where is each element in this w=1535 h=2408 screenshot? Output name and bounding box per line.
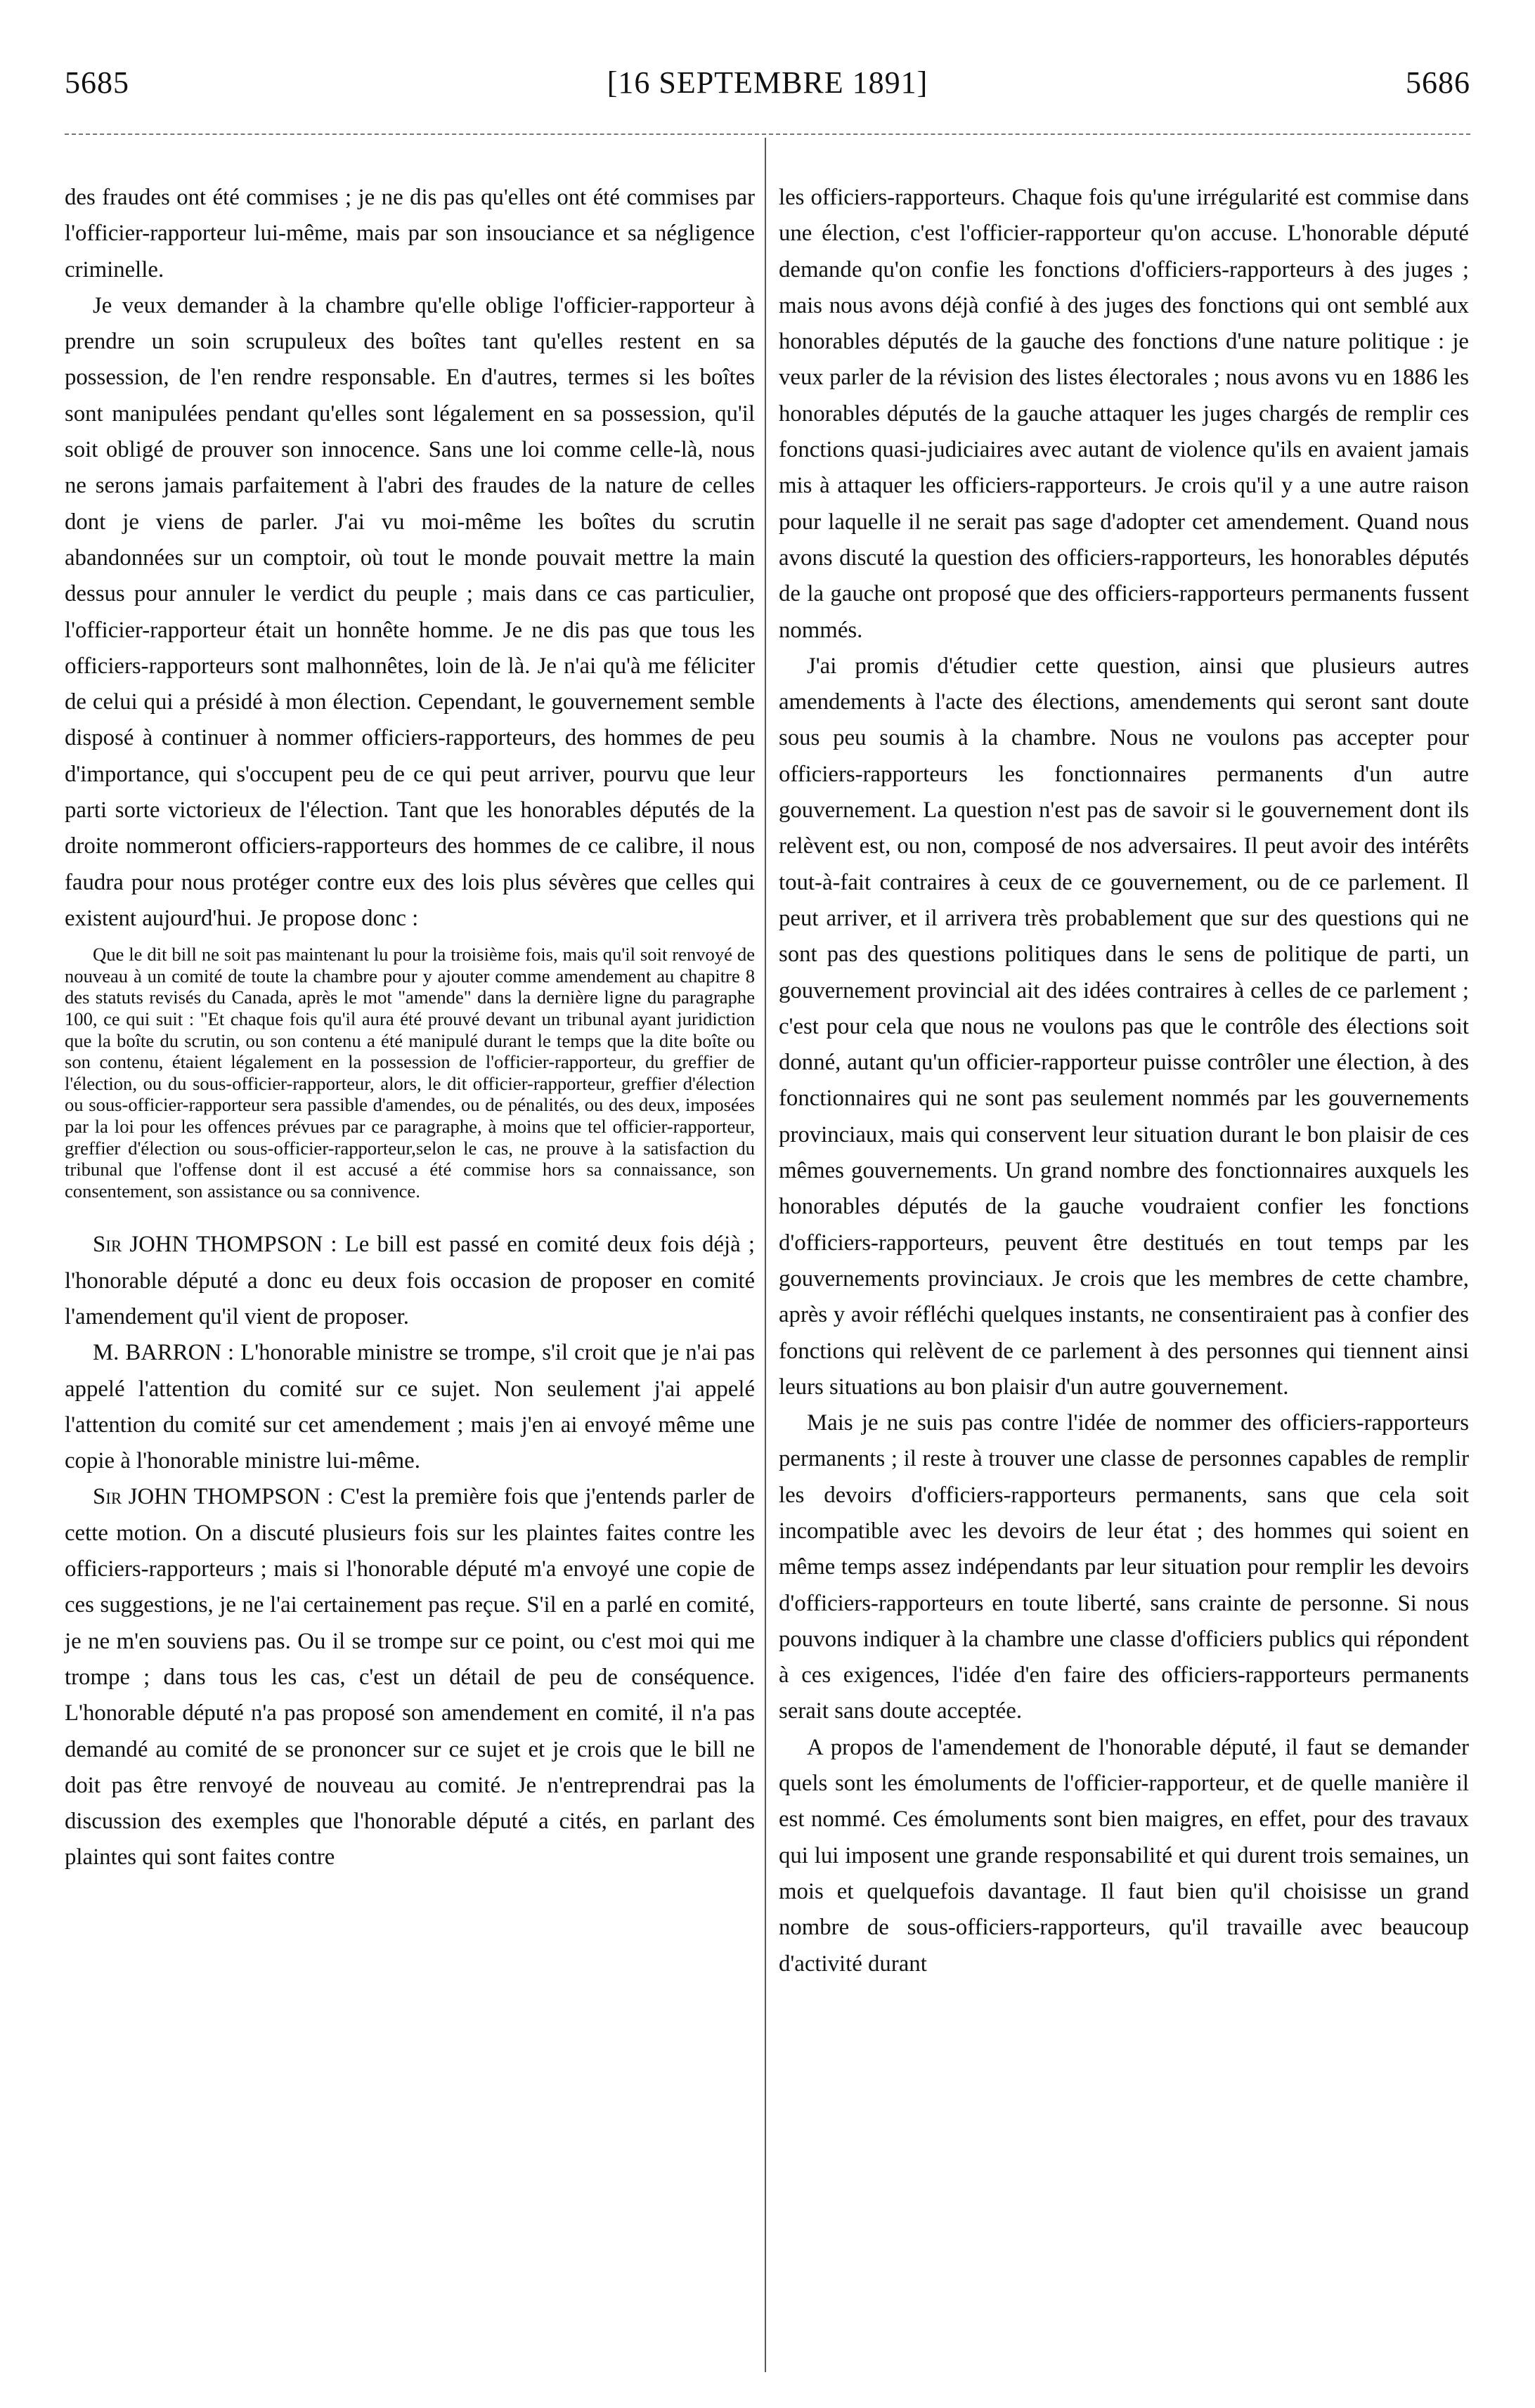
header-date: [16 SEPTEMBRE 1891] [607,65,928,100]
left-column [65,180,755,1876]
page-header [65,65,1470,107]
header-rule [65,134,1470,135]
speaker-name: M. BARRON : [93,1340,235,1366]
speech-paragraph [65,1227,755,1335]
speaker-name: Sir JOHN THOMPSON : [93,1484,334,1510]
page-number-right: 5686 [1406,65,1470,100]
paragraph: Mais je ne suis pas contre l'idée de nommer des officiers-rapporteurs permanents ; il reste à trouver une classe de personnes capables de remplir les devoirs d'officiers-rapporteurs permanents, sans que cela soit incompatible avec les devoirs de leur état ; des hommes qui soient en même temps assez indépendants par leur situation pour remplir les devoirs d'officiers-rapporteurs en toute liberté, sans crainte de personne. Si nous pouvons indiquer à la chambre une classe d'officiers publics qui répondent à ces exigences, l'idée d'en faire des officiers-rapporteurs permanents serait sans doute acceptée. [779,1410,1469,1724]
paragraph: Je veux demander à la chambre qu'elle oblige l'officier-rapporteur à prendre un soin scrupuleux des boîtes tant qu'elles restent en sa possession, de l'en rendre responsable. En d'autres, termes si les boîtes sont manipulées pendant qu'elles sont légalement en sa possession, qu'il soit obligé de prouver son innocence. Sans une loi comme celle-là, nous ne serons jamais parfaitement à l'abri des fraudes de la nature de celles dont je viens de parler. J'ai vu moi-même les boîtes du scrutin abandonnées sur un comptoir, où tout le monde pouvait mettre la main dessus pour annuler le verdict du peuple ; mais dans ce cas particulier, l'officier-rapporteur était un honnête homme. Je ne dis pas que tous les officiers-rapporteurs sont malhonnêtes, loin de là. Je n'ai qu'à me féliciter de celui qui a présidé à mon élection. Cependant, le gouvernement semble disposé à continuer à nommer officiers-rapporteurs, des hommes de peu d'importance, qui s'occupent peu de ce qui peut arriver, pourvu que leur parti sorte victorieux de l'élection. Tant que les honorables députés de la droite nommeront officiers-rapporteurs des hommes de ce calibre, il nous faudra pour nous protéger contre eux des lois plus sévères que celles qui existent aujourd'hui. Je propose donc : [65,292,755,931]
speech-text: C'est la première fois que j'entends parler de cette motion. On a discuté plusieurs fois sur les plaintes faites contre les officiers-rapporteurs ; mais si l'honorable député m'a envoyé une copie de ces suggestions, je ne l'ai certainement pas reçue. S'il en a parlé en comité, je ne m'en souviens pas. Ou il se trompe sur ce point, ou c'est moi qui me trompe ; dans tous les cas, c'est un détail de peu de conséquence. L'honorable député n'a pas proposé son amendement en comité, il n'a pas demandé au comité de se prononcer sur ce sujet et je crois que le bill ne doit pas être renvoyé de nouveau au comité. Je n'entreprendrai pas la discussion des exemples que l'honorable député a cités, en parlant des plaintes qui sont faites contre [65,1484,755,1870]
speech-text: Le bill est passé en comité deux fois déjà ; l'honorable député a donc eu deux fois occasion de proposer en comité l'amendement qu'il vient de proposer. [65,1232,755,1329]
paragraph: A propos de l'amendement de l'honorable député, il faut se demander quels sont les émoluments de l'officier-rapporteur, et de quelle manière il est nommé. Ces émoluments sont bien maigres, en effet, pour des travaux qui lui imposent une grande responsabilité et qui durent trois semaines, un mois et quelquefois davantage. Il faut bien qu'il choisisse un grand nombre de sous-officiers-rapporteurs, qu'il travaille avec beaucoup d'activité durant [779,1734,1469,1977]
right-column [779,180,1469,1982]
motion-text: Que le dit bill ne soit pas maintenant lu pour la troisième fois, mais qu'il soit renvoyé de nouveau à un comité de toute la chambre pour y ajouter comme amendement au chapitre 8 des statuts revisés du Canada, après le mot "amende" dans la dernière ligne du paragraphe 100, ce qui suit : "Et chaque fois qu'il aura été prouvé devant un tribunal ayant juridiction que la boîte du scrutin, ou son contenu a été manipulé durant le temps que la dite boîte ou son contenu, étaient légalement en la possession de l'officier-rapporteur, du greffier de l'élection, ou du sous-officier-rapporteur, alors, le dit officier-rapporteur, greffier d'élection ou sous-officier-rapporteur sera passible d'amendes, ou de pénalités, ou des deux, imposées par la loi pour les offences prévues par ce paragraphe, à moins que tel officier-rapporteur, greffier d'élection ou sous-officier-rapporteur,selon le cas, ne prouve à la satisfaction du tribunal que l'offense dont il est accusé a été commise hors sa connaissance, son consentement, son assistance ou sa connivence. [65,944,755,1202]
paragraph: les officiers-rapporteurs. Chaque fois qu'une irrégularité est commise dans une élection, c'est l'officier-rapporteur qu'on accuse. L'honorable député demande qu'on confie les fonctions d'officiers-rapporteurs à des juges ; mais nous avons déjà confié à des juges des fonctions qui ont semblé aux honorables députés de la gauche des fonctions d'une nature politique : je veux parler de la révision des listes électorales ; nous avons vu en 1886 les honorables députés de la gauche attaquer les juges chargés de remplir ces fonctions quasi-judiciaires avec autant de violence qu'ils en avaient jamais mis à attaquer les officiers-rapporteurs. Je crois qu'il y a une autre raison pour laquelle il ne serait pas sage d'adopter cet amendement. Quand nous avons discuté la question des officiers-rapporteurs, les honorables députés de la gauche ont proposé que des officiers-rapporteurs permanents fussent nommés. [779,185,1469,643]
speech-text: L'honorable ministre se trompe, s'il croit que je n'ai pas appelé l'attention du comité sur ce sujet. Non seulement j'ai appelé l'attention du comité sur cet amendement ; mais j'en ai envoyé même une copie à l'honorable ministre lui-même. [65,1340,755,1474]
paragraph: des fraudes ont été commises ; je ne dis pas qu'elles ont été commises par l'officier-rapporteur lui-même, mais par son insouciance et sa négligence criminelle. [65,185,755,282]
page-number-left: 5685 [65,65,129,100]
paragraph: J'ai promis d'étudier cette question, ainsi que plusieurs autres amendements à l'acte des élections, amendements qui seront sant doute sous peu soumis à la chambre. Nous ne voulons pas accepter pour officiers-rapporteurs les fonctionnaires permanents d'un autre gouvernement. La question n'est pas de savoir si le gouvernement dont ils relèvent est, ou non, composé de nos adversaires. Il peut avoir des intérêts tout-à-fait contraires à ceux de ce gouvernement, ou de ce parlement. Il peut arriver, et il arrivera très probablement que sur des questions qui ne sont pas des questions politiques dans le sens de politique de parti, un gouvernement provincial ait des idées contraires à celles de ce parlement ; c'est pour cela que nous ne voulons pas que le contrôle des élections soit donné, autant qu'un officier-rapporteur puisse contrôler une élection, à des fonctionnaires qui ne sont pas seulement nommés par les gouvernements provinciaux, mais qui conservent leur situation durant le bon plaisir de ces mêmes gouvernements. Un grand nombre des fonctionnaires auxquels les honorables députés de la gauche voudraient confier les fonctions d'officiers-rapporteurs, peuvent être destitués en tout temps par les gouvernements provinciaux. Je crois que les membres de cette chambre, après y avoir réfléchi quelques instants, ne consentiraient pas à confier des fonctions qui relèvent de ce parlement à des personnes qui tiennent ainsi leurs situations au bon plaisir d'un autre gouvernement. [779,653,1469,1400]
speaker-name: Sir JOHN THOMPSON : [93,1232,337,1258]
speech-paragraph [65,1335,755,1479]
speech-paragraph [65,1479,755,1875]
column-divider [765,138,766,2372]
